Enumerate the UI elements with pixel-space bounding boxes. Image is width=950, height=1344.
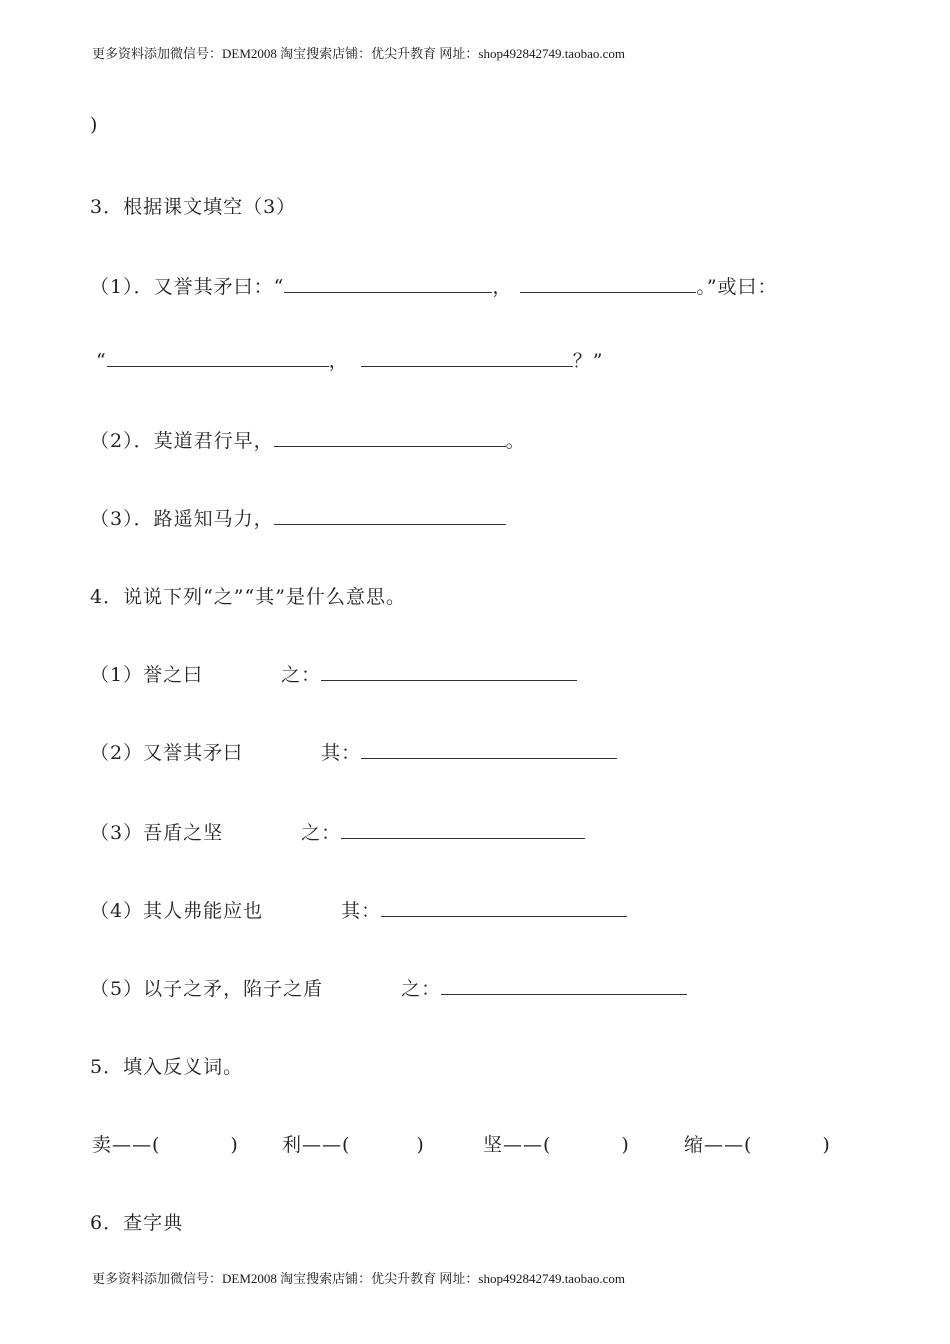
page-header: 更多资料添加微信号：DEM2008 淘宝搜索店铺：优尖升教育 网址：shop492842749.taobao.com	[92, 46, 625, 61]
q5-pair-4	[684, 1130, 831, 1157]
q3-item1-question-end: ？”	[572, 350, 604, 372]
q3-item1-blank-3[interactable]	[107, 348, 329, 367]
q4-item-2	[90, 738, 617, 765]
q3-item1-quote-open: “	[96, 350, 107, 372]
q4-title: 4．说说下列“之”“其”是什么意思。	[90, 586, 406, 608]
q3-item2-blank[interactable]	[274, 428, 506, 447]
q5-pair-3-word: 坚——(	[483, 1134, 552, 1156]
q3-item2-prefix: （2）．莫道君行早，	[90, 430, 274, 452]
q4-item-4-key: 其：	[341, 900, 382, 922]
q3-item1-line1	[90, 272, 778, 299]
q5-pair-2-close: )	[416, 1134, 425, 1156]
q4-item-4-blank[interactable]	[381, 898, 627, 917]
q4-item-3-key: 之：	[301, 822, 342, 844]
q4-item-1	[90, 660, 577, 687]
q4-item-3	[90, 818, 585, 845]
q3-item3	[90, 504, 506, 531]
q3-item1-line2	[96, 346, 603, 373]
q4-item-4-phrase: （4）其人弗能应也	[90, 900, 264, 922]
q3-item2	[90, 426, 526, 453]
q3-item1-end: 。”或曰：	[696, 276, 778, 298]
q3-item3-blank[interactable]	[274, 506, 506, 525]
q5-pair-1-word: 卖——(	[92, 1134, 161, 1156]
q4-item-5-phrase: （5）以子之矛，陷子之盾	[90, 978, 324, 1000]
q3-item1-blank-2[interactable]	[520, 274, 696, 293]
q3-item1-blank-4[interactable]	[361, 348, 573, 367]
q4-item-2-blank[interactable]	[361, 740, 617, 759]
q5-pair-2-word: 利——(	[282, 1134, 351, 1156]
q4-item-1-phrase: （1）誉之曰	[90, 664, 204, 686]
q5-pair-4-close: )	[822, 1134, 831, 1156]
q5-pair-1	[92, 1130, 239, 1157]
q4-item-5-key: 之：	[401, 978, 442, 1000]
q4-item-3-blank[interactable]	[341, 820, 585, 839]
q5-pair-1-close: )	[230, 1134, 239, 1156]
q3-item1-prefix: （1）．又誉其矛曰：“	[90, 276, 285, 298]
q3-title: 3．根据课文填空（3）	[90, 196, 297, 218]
q4-item-1-key: 之：	[281, 664, 322, 686]
q3-item3-prefix: （3）．路遥知马力，	[90, 508, 274, 530]
q6-title: 6．查字典	[90, 1212, 184, 1234]
q5-pair-2	[282, 1130, 425, 1157]
q4-item-5-blank[interactable]	[441, 976, 687, 995]
q4-item-3-phrase: （3）吾盾之坚	[90, 822, 224, 844]
page-footer: 更多资料添加微信号：DEM2008 淘宝搜索店铺：优尖升教育 网址：shop492842749.taobao.com	[92, 1271, 625, 1286]
q3-item1-sep: ，	[492, 276, 513, 298]
q4-item-2-key: 其：	[321, 742, 362, 764]
q4-item-2-phrase: （2）又誉其矛曰	[90, 742, 244, 764]
q5-title: 5．填入反义词。	[90, 1056, 244, 1078]
q5-pair-3-close: )	[621, 1134, 630, 1156]
q4-item-4	[90, 896, 627, 923]
q5-pair-4-word: 缩——(	[684, 1134, 753, 1156]
leftover-paren: )	[90, 114, 99, 136]
q4-item-5	[90, 974, 687, 1001]
q5-pair-3	[483, 1130, 630, 1157]
q3-item1-blank-1[interactable]	[284, 274, 492, 293]
q3-item2-end: 。	[505, 430, 526, 452]
q3-item1-sep-2: ，	[328, 350, 349, 372]
q4-item-1-blank[interactable]	[321, 662, 577, 681]
